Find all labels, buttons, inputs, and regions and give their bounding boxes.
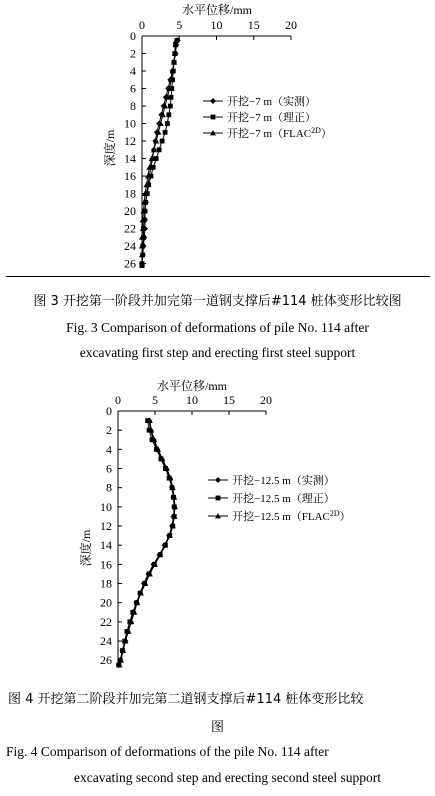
y-tick-label: 20 (100, 595, 112, 610)
y-tick-label: 14 (100, 538, 112, 553)
fig4-caption-en-line2: excavating second step and erecting second steel support (74, 770, 382, 785)
legend-marker (215, 477, 221, 483)
data-point (163, 130, 168, 135)
y-axis-title: 深度/m (103, 129, 117, 167)
y-tick-label: 16 (124, 169, 136, 184)
y-tick-label: 2 (130, 46, 136, 61)
y-tick-label: 24 (100, 634, 112, 649)
legend-label: 开挖−7 m（实测） (227, 96, 317, 108)
y-tick-label: 18 (124, 186, 136, 201)
fig4-caption-en-line1: Fig. 4 Comparison of deformations of the pile No. 114 after (6, 744, 329, 759)
legend-marker (211, 115, 216, 120)
y-tick-label: 0 (130, 29, 136, 43)
legend-marker (216, 496, 221, 501)
divider-line (6, 276, 430, 277)
series-square (116, 418, 176, 667)
y-tick-label: 0 (106, 404, 112, 418)
data-point (166, 112, 171, 117)
y-tick-label: 18 (100, 576, 112, 591)
y-tick-label: 8 (106, 480, 112, 495)
x-axis-title: 水平位移/mm (156, 379, 228, 393)
y-tick-label: 10 (100, 499, 112, 514)
x-tick-label: 20 (260, 393, 272, 407)
x-tick-label: 5 (152, 393, 158, 407)
data-point (165, 121, 170, 126)
y-tick-label: 20 (124, 204, 136, 219)
y-tick-label: 22 (100, 614, 112, 629)
x-tick-label: 0 (139, 18, 145, 32)
fig4-caption-cn-line2: 图 (210, 720, 224, 735)
x-tick-label: 15 (223, 393, 235, 407)
y-tick-label: 4 (106, 442, 112, 457)
data-point (154, 156, 159, 161)
fig3-caption-en-line1: Fig. 3 Comparison of deformations of pile No. 114 after (66, 320, 369, 335)
y-tick-label: 12 (100, 519, 112, 534)
legend-entry (208, 473, 335, 487)
y-axis-title: 深度/m (79, 529, 93, 567)
x-tick-label: 10 (186, 393, 198, 407)
y-tick-label: 12 (124, 134, 136, 149)
fig3-caption-cn: 图 3 开挖第一阶段并加完第一道钢支撑后#114 桩体变形比较图 (33, 294, 402, 309)
x-tick-label: 15 (247, 18, 260, 32)
y-tick-label: 4 (130, 64, 136, 79)
data-point (168, 104, 173, 109)
y-tick-label: 16 (100, 557, 112, 572)
fig4-caption-cn-line1: 图 4 开挖第二阶段并加完第二道钢支撑后#114 桩体变形比较 (8, 692, 364, 707)
y-tick-label: 6 (130, 81, 136, 96)
y-tick-label: 14 (124, 151, 136, 166)
legend-label: 开挖−12.5 $m(FLAC^{2D})$ (232, 509, 351, 523)
y-tick-label: 10 (124, 116, 136, 131)
y-tick-label: 2 (106, 423, 112, 438)
legend-entry (208, 491, 335, 505)
legend-entry (208, 509, 351, 523)
legend-label: 开挖−12.5 m（理正） (232, 493, 335, 505)
x-tick-label: 20 (285, 18, 297, 32)
x-tick-label: 5 (176, 18, 183, 32)
legend-entry (203, 94, 316, 108)
legend-entry (203, 110, 316, 124)
legend-marker (210, 98, 216, 104)
y-tick-label: 26 (124, 256, 136, 268)
y-tick-label: 24 (124, 239, 136, 254)
x-tick-label: 10 (210, 18, 223, 32)
legend-label: 开挖−7 m（理正） (227, 112, 317, 124)
x-tick-label: 0 (115, 393, 121, 407)
y-tick-label: 6 (106, 461, 112, 476)
data-point (157, 147, 162, 152)
x-axis-title: 水平位移/mm (181, 3, 253, 17)
y-tick-label: 22 (124, 221, 136, 236)
chart-fig3 (0, 0, 435, 268)
legend-label: 开挖−12.5 m（实测） (232, 475, 335, 487)
chart-fig4 (0, 376, 435, 676)
legend-label: 开挖−7 $m(FLAC^{2D})$ (227, 126, 332, 140)
y-tick-label: 26 (100, 653, 112, 668)
data-point (160, 139, 165, 144)
fig3-caption-en-line2: excavating first step and erecting first steel support (79, 345, 356, 360)
y-tick-label: 8 (130, 99, 136, 114)
legend-entry (203, 126, 332, 140)
